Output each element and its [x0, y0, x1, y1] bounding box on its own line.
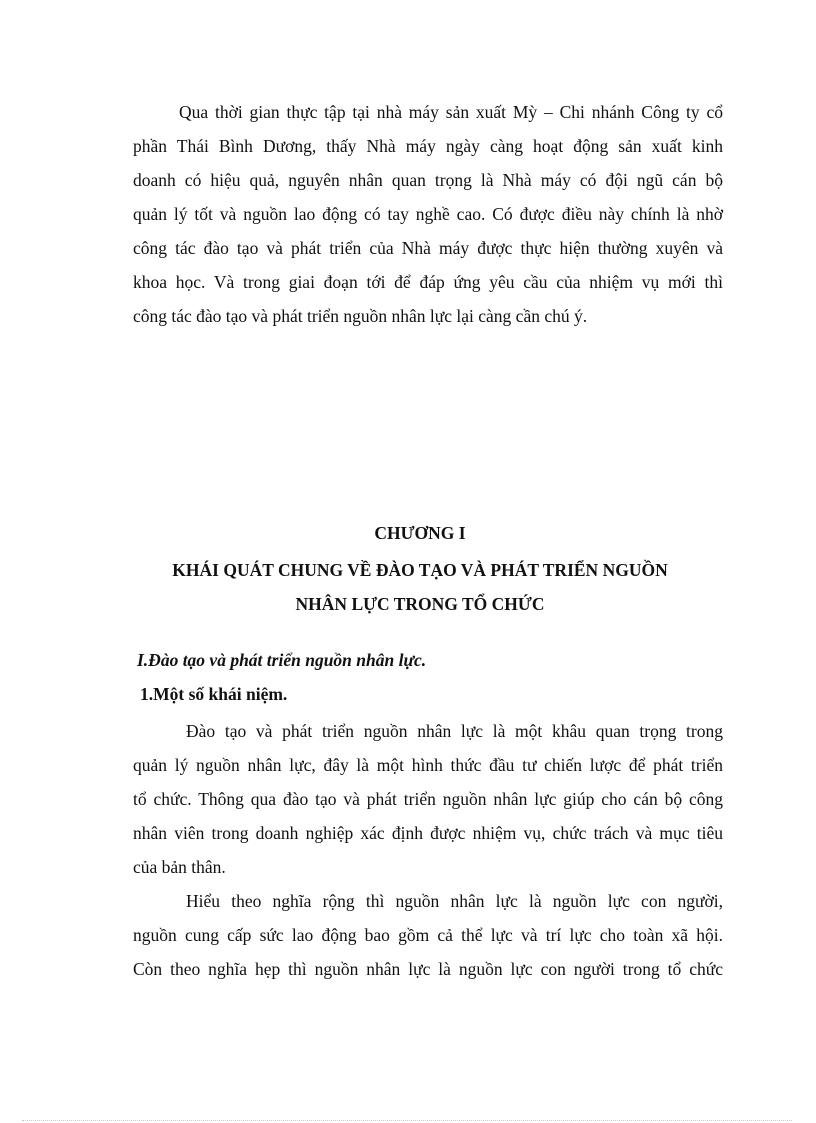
chapter-title-line1: KHÁI QUÁT CHUNG VỀ ĐÀO TẠO VÀ PHÁT TRIỂN NGUỒN — [172, 560, 668, 580]
text-line: công tác đào tạo và phát triển của Nhà máy được thực hiện thường xuyên và — [133, 238, 723, 258]
text-line: khoa học. Và trong giai đoạn tới để đáp ứng yêu cầu của nhiệm vụ mới thì — [133, 272, 723, 292]
text-line: tổ chức. Thông qua đào tạo và phát triển nguồn nhân lực giúp cho cán bộ công — [133, 789, 723, 809]
section-heading: I.Đào tạo và phát triển nguồn nhân lực. — [137, 650, 427, 670]
text-line: quản lý nguồn nhân lực, đây là một hình thức đầu tư chiến lược để phát triển — [133, 755, 723, 775]
chapter-title-line2: NHÂN LỰC TRONG TỔ CHỨC — [295, 594, 545, 614]
text-line: của bản thân. — [133, 857, 226, 877]
text-line: nguồn cung cấp sức lao động bao gồm cả thể lực và trí lực cho toàn xã hội. — [133, 925, 723, 945]
text-line: phần Thái Bình Dương, thấy Nhà máy ngày càng hoạt động sản xuất kinh — [133, 136, 723, 156]
text-line: công tác đào tạo và phát triển nguồn nhân lực lại càng cần chú ý. — [133, 306, 588, 326]
text-line: Hiểu theo nghĩa rộng thì nguồn nhân lực là nguồn lực con người, — [186, 891, 723, 911]
text-line: Qua thời gian thực tập tại nhà máy sản xuất Mỳ – Chi nhánh Công ty cổ — [179, 102, 723, 122]
text-line: quản lý tốt và nguồn lao động có tay nghề cao. Có được điều này chính là nhờ — [133, 204, 723, 224]
text-line: Đào tạo và phát triển nguồn nhân lực là một khâu quan trọng trong — [186, 721, 723, 741]
sub-heading: 1.Một số khái niệm. — [140, 684, 288, 704]
body-paragraph-2 — [133, 884, 723, 986]
page-bottom-divider — [22, 1120, 792, 1121]
body-paragraph-1 — [133, 714, 723, 884]
intro-paragraph — [133, 95, 723, 333]
chapter-number: CHƯƠNG I — [374, 523, 466, 543]
text-line: nhân viên trong doanh nghiệp xác định được nhiệm vụ, chức trách và mục tiêu — [133, 823, 723, 843]
text-line: doanh có hiệu quả, nguyên nhân quan trọng là Nhà máy có đội ngũ cán bộ — [133, 170, 723, 190]
text-line: Còn theo nghĩa hẹp thì nguồn nhân lực là nguồn lực con người trong tổ chức — [133, 959, 723, 979]
